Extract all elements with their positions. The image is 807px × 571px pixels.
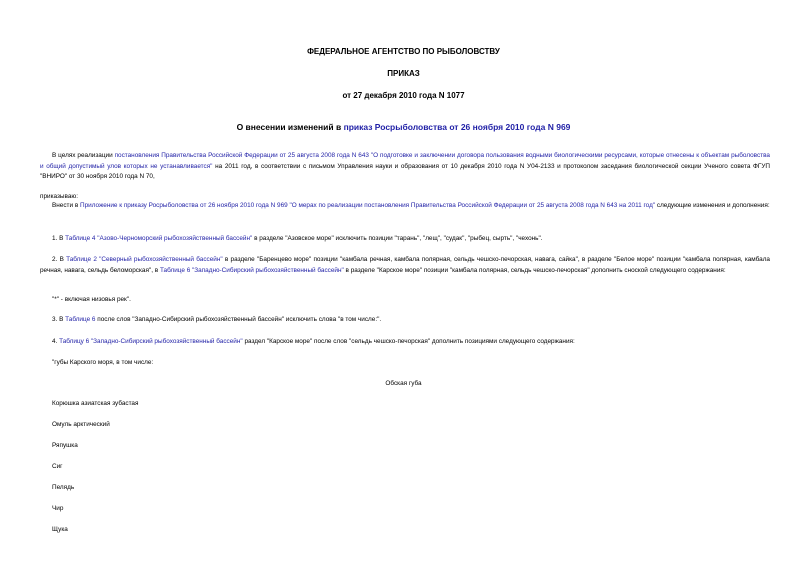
item-3-tail: после слов "Западно-Сибирский рыбохозяйственный бассейн" исключить слова "в том числе:". <box>95 316 382 323</box>
footnote-text: "*" - включая низовья рек". <box>52 296 131 303</box>
table-6-link[interactable]: Таблице 6 "Западно-Сибирский рыбохозяйственный бассейн" <box>159 266 344 274</box>
item-4-tail: раздел "Карское море" после слов "сельдь чешско-печорская" дополнить позициями следующего содержания: <box>242 338 575 345</box>
order-word: приказываю: <box>40 193 78 200</box>
title-text: О внесении изменений в <box>236 122 344 132</box>
item-2-mid: в разделе "Баренцево море" позиции "камбала речная, камбала полярная, сельдь чешско-печорская, навага, сайка", в разделе "Белое море" позиции "камбала полярная, камбала речная, навага, сельдь беломорская", в <box>40 256 770 274</box>
table-6-item4-link[interactable]: Таблицу 6 "Западно-Сибирский рыбохозяйственный бассейн" <box>59 338 243 345</box>
table-4-link[interactable]: Таблице 4 "Азово-Черноморский рыбохозяйственный бассейн" <box>65 235 253 242</box>
item-2-lead: 2. В <box>52 256 67 263</box>
table-2-link[interactable]: Таблице 2 "Северный рыбохозяйственный бассейн" <box>66 256 223 263</box>
preamble-paragraph <box>40 151 770 183</box>
preamble-tail: на 2011 год, в соответствии с письмом Управления науки и образования от 10 декабря 2010 года N У04-2133 и протоколом заседания биологической секции Ученого совета ФГУП "ВНИРО" от 30 ноября 2010 года N 70, <box>40 162 771 180</box>
title-link[interactable]: приказ Росрыболовства от 26 ноября 2010 года N 969 <box>343 122 571 132</box>
document-title <box>0 122 807 132</box>
item-3-paragraph <box>40 315 770 326</box>
fish-item: Щука <box>52 526 68 533</box>
intro-tail: следующие изменения и дополнения: <box>655 202 770 209</box>
date-number-heading: от 27 декабря 2010 года N 1077 <box>342 91 465 100</box>
fish-item: Корюшка азиатская зубастая <box>52 400 139 407</box>
document-type-heading: ПРИКАЗ <box>387 69 420 78</box>
item-2-tail: в разделе "Карское море" позиции "камбала полярная, сельдь чешско-печорская" дополнить сноской следующего содержания: <box>343 266 726 274</box>
section-heading: Обская губа <box>385 380 422 387</box>
intro-lead: Внести в <box>52 202 80 209</box>
fish-item: Пелядь <box>52 484 75 491</box>
fish-item: Чир <box>52 505 64 512</box>
item-1-tail: в разделе "Азовское море" исключить позиции "тарань", "лещ", "судак", "рыбец, сырть", "чехонь". <box>252 235 543 242</box>
item-1-paragraph <box>40 234 770 245</box>
appendix-link[interactable]: Приложение к приказу Росрыболовства от 26 ноября 2010 года N 969 "О мерах по реализации постановления Правительства Российской Федерации от 25 августа 2008 года N 643 на 2011 год" <box>79 202 656 209</box>
agency-heading: ФЕДЕРАЛЬНОЕ АГЕНТСТВО ПО РЫБОЛОВСТВУ <box>307 47 500 56</box>
item-4-lead: 4. <box>52 338 60 345</box>
fish-item: Омуль арктический <box>52 421 110 428</box>
fish-item: Ряпушка <box>52 442 78 449</box>
table-6-short-link[interactable]: Таблице 6 <box>65 316 96 323</box>
fish-item: Сиг <box>52 463 63 470</box>
item-1-lead: 1. В <box>52 235 66 242</box>
intro-paragraph <box>40 201 770 212</box>
gulf-intro: "губы Карского моря, в том числе: <box>52 359 154 366</box>
item-4-paragraph <box>40 337 770 348</box>
item-3-lead: 3. В <box>52 316 66 323</box>
government-decree-link[interactable]: постановления Правительства Российской Федерации от 25 августа 2008 года N 643 "О подготовке и заключении договора пользования водными биологическими ресурсами, которые отнесены к объектам рыболовства и общий допустимый улов которых не устанавливается" <box>40 152 770 170</box>
item-2-paragraph <box>40 255 770 276</box>
preamble-lead: В целях реализации <box>52 152 115 159</box>
